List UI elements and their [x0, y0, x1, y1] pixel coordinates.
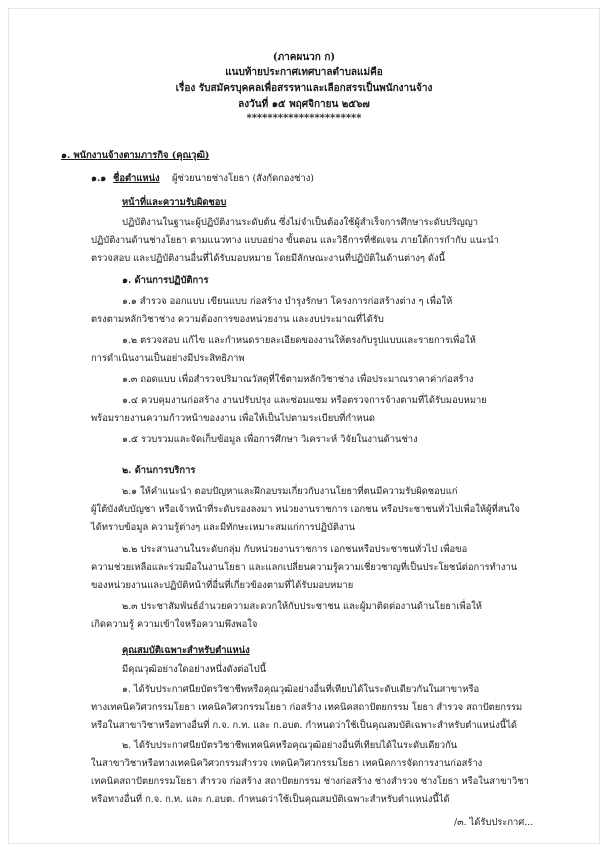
header-line-2: เรื่อง รับสมัครบุคคลเพื่อสรรหาและเลือกสรรเป็นพนักงานจ้าง: [175, 83, 433, 94]
operations-line: ๑.๑ สำรวจ ออกแบบ เขียนแบบ ก่อสร้าง บำรุงรักษา โครงการก่อสร้างต่าง ๆ เพื่อให้: [122, 296, 453, 307]
services-line: ๒.๓ ประชาสัมพันธ์อำนวยความสะดวกให้กับประชาชน และผู้มาติดต่องานด้านโยธาเพื่อให้: [122, 601, 482, 612]
qualifications-line: หรือทางอื่นที่ ก.จ. ก.ท. และ ก.อบต. กำหนดว่าใช้เป็นคุณสมบัติเฉพาะสำหรับตำแหน่งนี้ได้: [91, 794, 450, 805]
services-line: ได้ทราบข้อมูล ความรู้ต่างๆ และมีทักษะเหมาะสมแก่การปฏิบัติงาน: [91, 522, 356, 533]
qualifications-line: ทางเทคนิควิศวกรรมโยธา เทคนิควิศวกรรมโยธา ก่อสร้าง เทคนิคสถาปัตยกรรม โยธา สำรวจ สถาปัตยกรรม: [91, 702, 523, 713]
qualifications-line: เทคนิคสถาปัตยกรรมโยธา สำรวจ ก่อสร้าง สถาปัตยกรรม ช่างก่อสร้าง ช่างสำรวจ ช่างโยธา หรือในสาขาวิชา: [91, 776, 529, 787]
operations-line: ตรงตามหลักวิชาช่าง ความต้องการของหน่วยงาน และงบประมาณที่ได้รับ: [91, 314, 384, 325]
operations-line: ๑.๕ รวบรวมและจัดเก็บข้อมูล เพื่อการศึกษา วิเคราะห์ วิจัยในงานด้านช่าง: [122, 434, 418, 445]
position-value: ผู้ช่วยนายช่างโยธา (สังกัดกองช่าง): [172, 173, 314, 184]
duties-intro-line: ปฏิบัติงานในฐานะผู้ปฏิบัติงานระดับต้น ซึ่งไม่จำเป็นต้องใช้ผู้สำเร็จการศึกษาระดับปริญญา: [122, 217, 479, 228]
qualifications-line: ๑. ได้รับประกาศนียบัตรวิชาชีพหรือคุณวุฒิอย่างอื่นที่เทียบได้ในระดับเดียวกันในสาขาหรือ: [122, 684, 480, 695]
continued-marker: /๓. ได้รับประกาศ...: [454, 817, 534, 828]
qualifications-line: ๒. ได้รับประกาศนียบัตรวิชาชีพเทคนิคหรือคุณวุฒิอย่างอื่นที่เทียบได้ในระดับเดียวกัน: [122, 740, 458, 751]
services-line: ผู้ใต้บังคับบัญชา หรือเจ้าหน้าที่ระดับรองลงมา หน่วยงานราชการ เอกชน หรือประชาชนทั่วไปเพื่อให้ผู้ที่สนใจ: [91, 504, 520, 515]
position-label: ชื่อตำแหน่ง: [113, 173, 160, 184]
services-line: ของหน่วยงานและปฏิบัติหน้าที่อื่นที่เกี่ยวข้องตามที่ได้รับมอบหมาย: [91, 580, 354, 591]
duties-heading: หน้าที่และความรับผิดชอบ: [122, 197, 227, 208]
services-line: ความช่วยเหลือและร่วมมือในงานโยธา และแลกเปลี่ยนความรู้ความเชี่ยวชาญที่เป็นประโยชน์ต่อการทำงาน: [91, 562, 518, 573]
position-number: ๑.๑: [91, 173, 107, 184]
annex-label: (ภาคผนวก ก): [272, 52, 336, 63]
duties-intro-line: ปฏิบัติงานด้านช่างโยธา ตามแนวทาง แบบอย่าง ขั้นตอน และวิธีการที่ชัดเจน ภายใต้การกำกับ แนะนำ: [91, 235, 499, 246]
qualifications-line: ในสาขาวิชาหรือทางเทคนิควิศวกรรมสำรวจ เทคนิควิศวกรรมโยธา เทคนิคการจัดการงานก่อสร้าง: [91, 758, 483, 769]
header-line-3: ลงวันที่ ๑๕ พฤศจิกายน ๒๕๖๗: [238, 99, 370, 110]
operations-line: ๑.๒ ตรวจสอบ แก้ไข และกำหนดรายละเอียดของงานให้ตรงกับรูปแบบและรายการเพื่อให้: [122, 335, 476, 346]
qualifications-intro: มีคุณวุฒิอย่างใดอย่างหนึ่งดังต่อไปนี้: [122, 664, 267, 675]
header-divider-stars: **********************: [246, 113, 362, 124]
operations-line: พร้อมรายงานความก้าวหน้าของงาน เพื่อให้เป็นไปตามระเบียบที่กำหนด: [91, 413, 375, 424]
services-line: เกิดความรู้ ความเข้าใจหรือความพึงพอใจ: [91, 619, 258, 630]
operations-line: ๑.๔ ควบคุมงานก่อสร้าง งานปรับปรุง และซ่อมแซม หรือตรวจการจ้างตามที่ได้รับมอบหมาย: [122, 395, 487, 406]
operations-line: ๑.๓ ถอดแบบ เพื่อสำรวจปริมาณวัสดุที่ใช้ตามหลักวิชาช่าง เพื่อประมาณราคาค่าก่อสร้าง: [122, 374, 474, 385]
duties-intro-line: ตรวจสอบ และปฏิบัติงานอื่นที่ได้รับมอบหมาย โดยมีลักษณะงานที่ปฏิบัติในด้านต่างๆ ดังนี้: [91, 253, 446, 264]
header-line-1: แนบท้ายประกาศเทศบาลตำบลแม่คือ: [225, 67, 383, 78]
operations-line: การดำเนินงานเป็นอย่างมีประสิทธิภาพ: [91, 353, 245, 364]
section-title: ๑. พนักงานจ้างตามภารกิจ (คุณวุฒิ): [61, 150, 210, 161]
operations-heading: ๑. ด้านการปฏิบัติการ: [122, 275, 209, 286]
qualifications-heading: คุณสมบัติเฉพาะสำหรับตำแหน่ง: [122, 645, 250, 656]
qualifications-line: หรือในสาขาวิชาหรือทางอื่นที่ ก.จ. ก.ท. และ ก.อบต. กำหนดว่าใช้เป็นคุณสมบัติเฉพาะสำหรับตำแหน่งนี้ได้: [91, 720, 517, 731]
services-line: ๒.๒ ประสานงานในระดับกลุ่ม กับหน่วยงานราชการ เอกชนหรือประชาชนทั่วไป เพื่อขอ: [122, 544, 468, 555]
services-heading: ๒. ด้านการบริการ: [122, 465, 196, 476]
document-page: [8, 8, 600, 844]
services-line: ๒.๑ ให้คำแนะนำ ตอบปัญหาและฝึกอบรมเกี่ยวกับงานโยธาที่ตนมีความรับผิดชอบแก่: [122, 486, 458, 497]
